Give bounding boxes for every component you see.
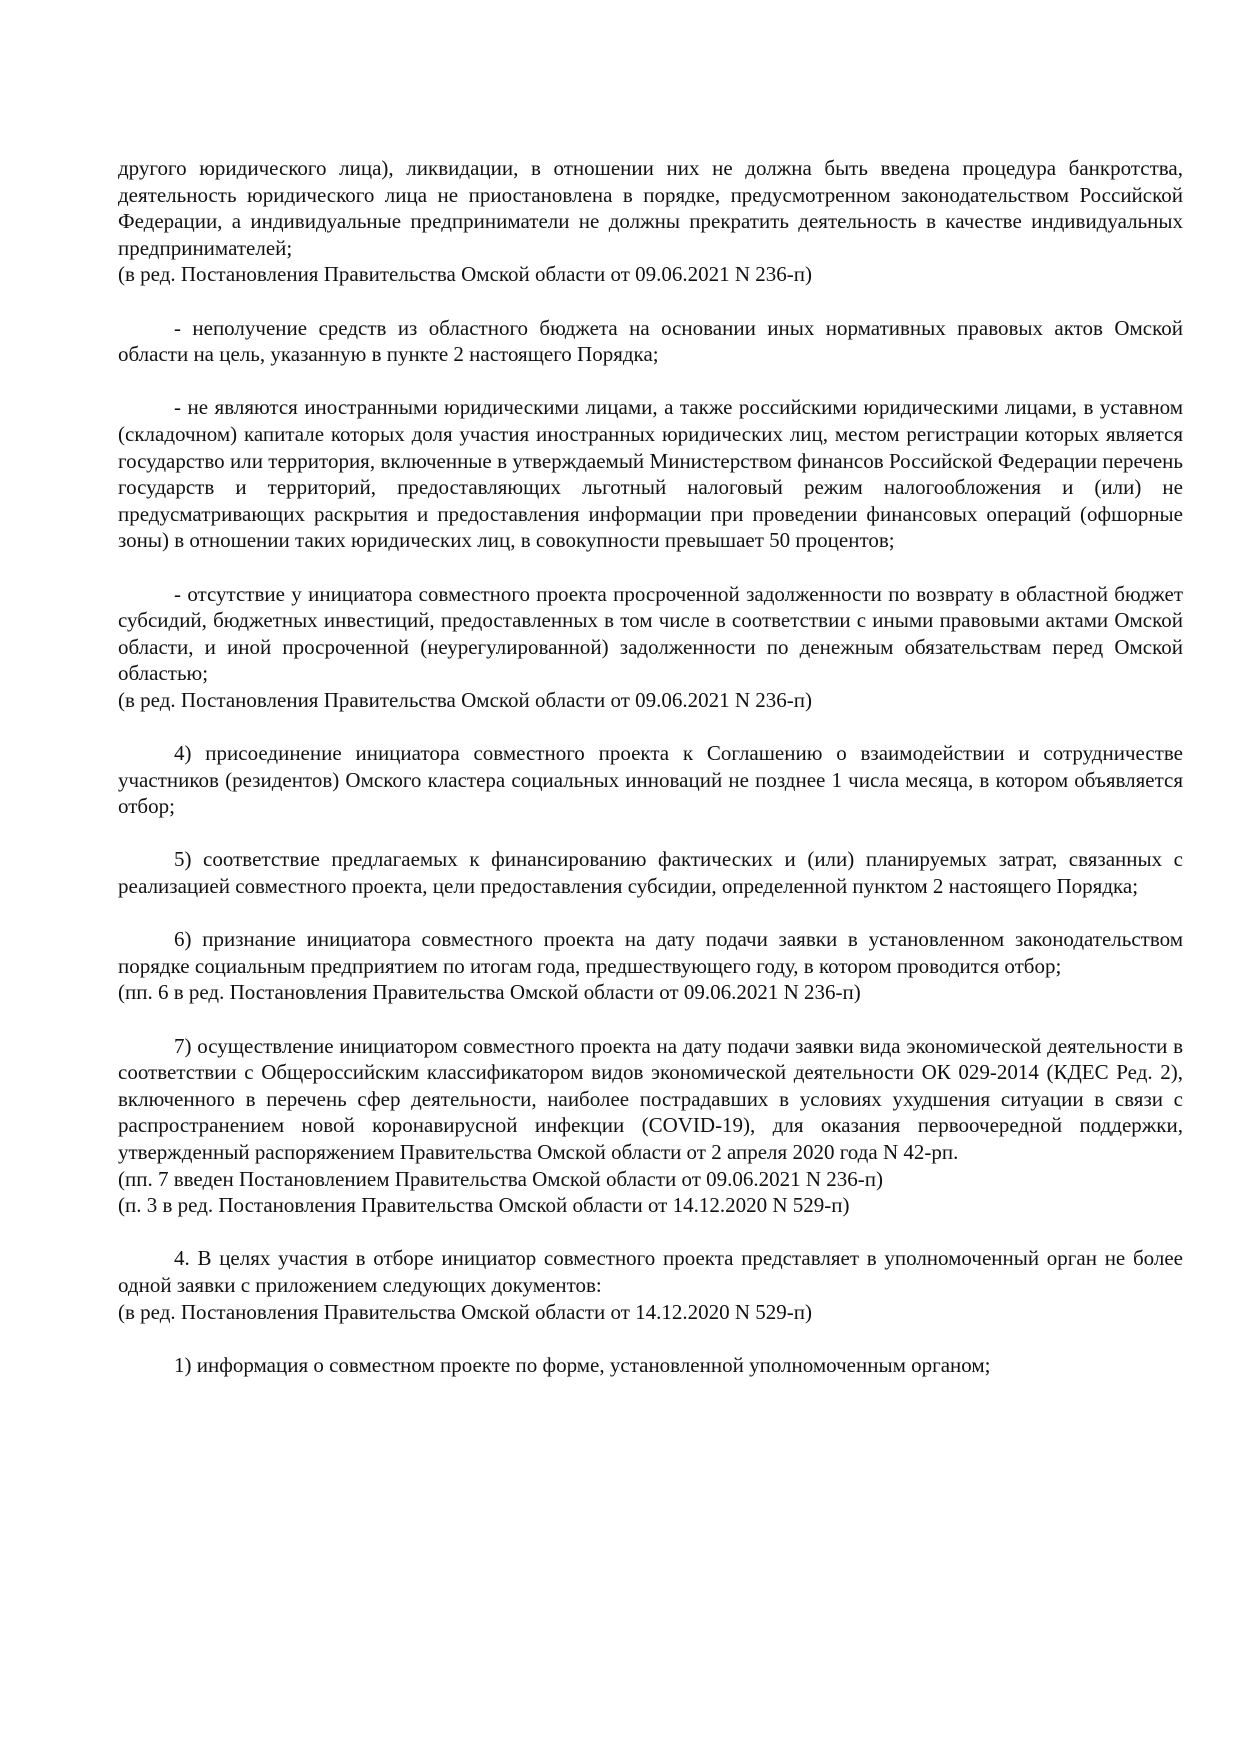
paragraph: - отсутствие у инициатора совместного проекта просроченной задолженности по возврату в областной бюджет субсидий, бюджетных инвестиций, предоставленных в том числе в соответствии с иными правовыми актами Омской области, и иной просроченной (неурегулированной) задолженности по денежным обязательствам перед Омской областью; bbox=[118, 581, 1183, 686]
paragraph: 4) присоединение инициатора совместного проекта к Соглашению о взаимодействии и сотрудничестве участников (резидентов) Омского кластера социальных инноваций не позднее 1 числа месяца, в котором объявляется отбор; bbox=[118, 741, 1183, 819]
paragraph: 6) признание инициатора совместного проекта на дату подачи заявки в установленном законодательством порядке социальным предприятием по итогам года, предшествующего году, в котором проводится отбор; bbox=[118, 927, 1183, 978]
amendment-note: (пп. 6 в ред. Постановления Правительства Омской области от 09.06.2021 N 236-п) bbox=[118, 980, 861, 1005]
paragraph: 5) соответствие предлагаемых к финансированию фактических и (или) планируемых затрат, связанных с реализацией совместного проекта, цели предоставления субсидии, определенной пунктом 2 настоящего Порядка; bbox=[118, 847, 1183, 899]
amendment-note: (п. 3 в ред. Постановления Правительства Омской области от 14.12.2020 N 529-п) bbox=[118, 1193, 850, 1218]
amendment-note: (в ред. Постановления Правительства Омской области от 09.06.2021 N 236-п) bbox=[118, 687, 813, 712]
paragraph: 7) осуществление инициатором совместного проекта на дату подачи заявки вида экономической деятельности в соответствии с Общероссийским классификатором видов экономической деятельности ОК 029-2014 (КДЕС Ред. 2), включенного в перечень сфер деятельности, наиболее пострадавших в условиях ухудшения ситуации в связи с распространением новой коронавирусной инфекции (COVID-19), для оказания первоочередной поддержки, утвержденный распоряжением Правительства Омской области от 2 апреля 2020 года N 42-рп. bbox=[118, 1033, 1183, 1164]
amendment-note: (в ред. Постановления Правительства Омской области от 09.06.2021 N 236-п) bbox=[118, 262, 813, 287]
document-page bbox=[118, 155, 1183, 1378]
paragraph: - неполучение средств из областного бюджета на основании иных нормативных правовых актов Омской области на цель, указанную в пункте 2 настоящего Порядка; bbox=[118, 315, 1183, 367]
paragraph: 1) информация о совместном проекте по форме, установленной уполномоченным органом; bbox=[174, 1352, 991, 1377]
amendment-note: (в ред. Постановления Правительства Омской области от 14.12.2020 N 529-п) bbox=[118, 1299, 813, 1324]
paragraph: 4. В целях участия в отборе инициатор совместного проекта представляет в уполномоченный орган не более одной заявки с приложением следующих документов: bbox=[118, 1246, 1183, 1297]
paragraph: другого юридического лица), ликвидации, в отношении них не должна быть введена процедура банкротства, деятельность юридического лица не приостановлена в порядке, предусмотренном законодательством Российской Федерации, а индивидуальные предприниматели не должны прекратить деятельность в качестве индивидуальных предпринимателей; bbox=[118, 156, 1183, 260]
amendment-note: (пп. 7 введен Постановлением Правительства Омской области от 09.06.2021 N 236-п) bbox=[118, 1166, 884, 1191]
paragraph: - не являются иностранными юридическими лицами, а также российскими юридическими лицами, в уставном (складочном) капитале которых доля участия иностранных юридических лиц, местом регистрации которых является государство или территория, включенные в утверждаемый Министерством финансов Российской Федерации перечень государств и территорий, предоставляющих льготный налоговый режим налогообложения и (или) не предусматривающих раскрытия и предоставления информации при проведении финансовых операций (офшорные зоны) в отношении таких юридических лиц, в совокупности превышает 50 процентов; bbox=[118, 395, 1183, 553]
